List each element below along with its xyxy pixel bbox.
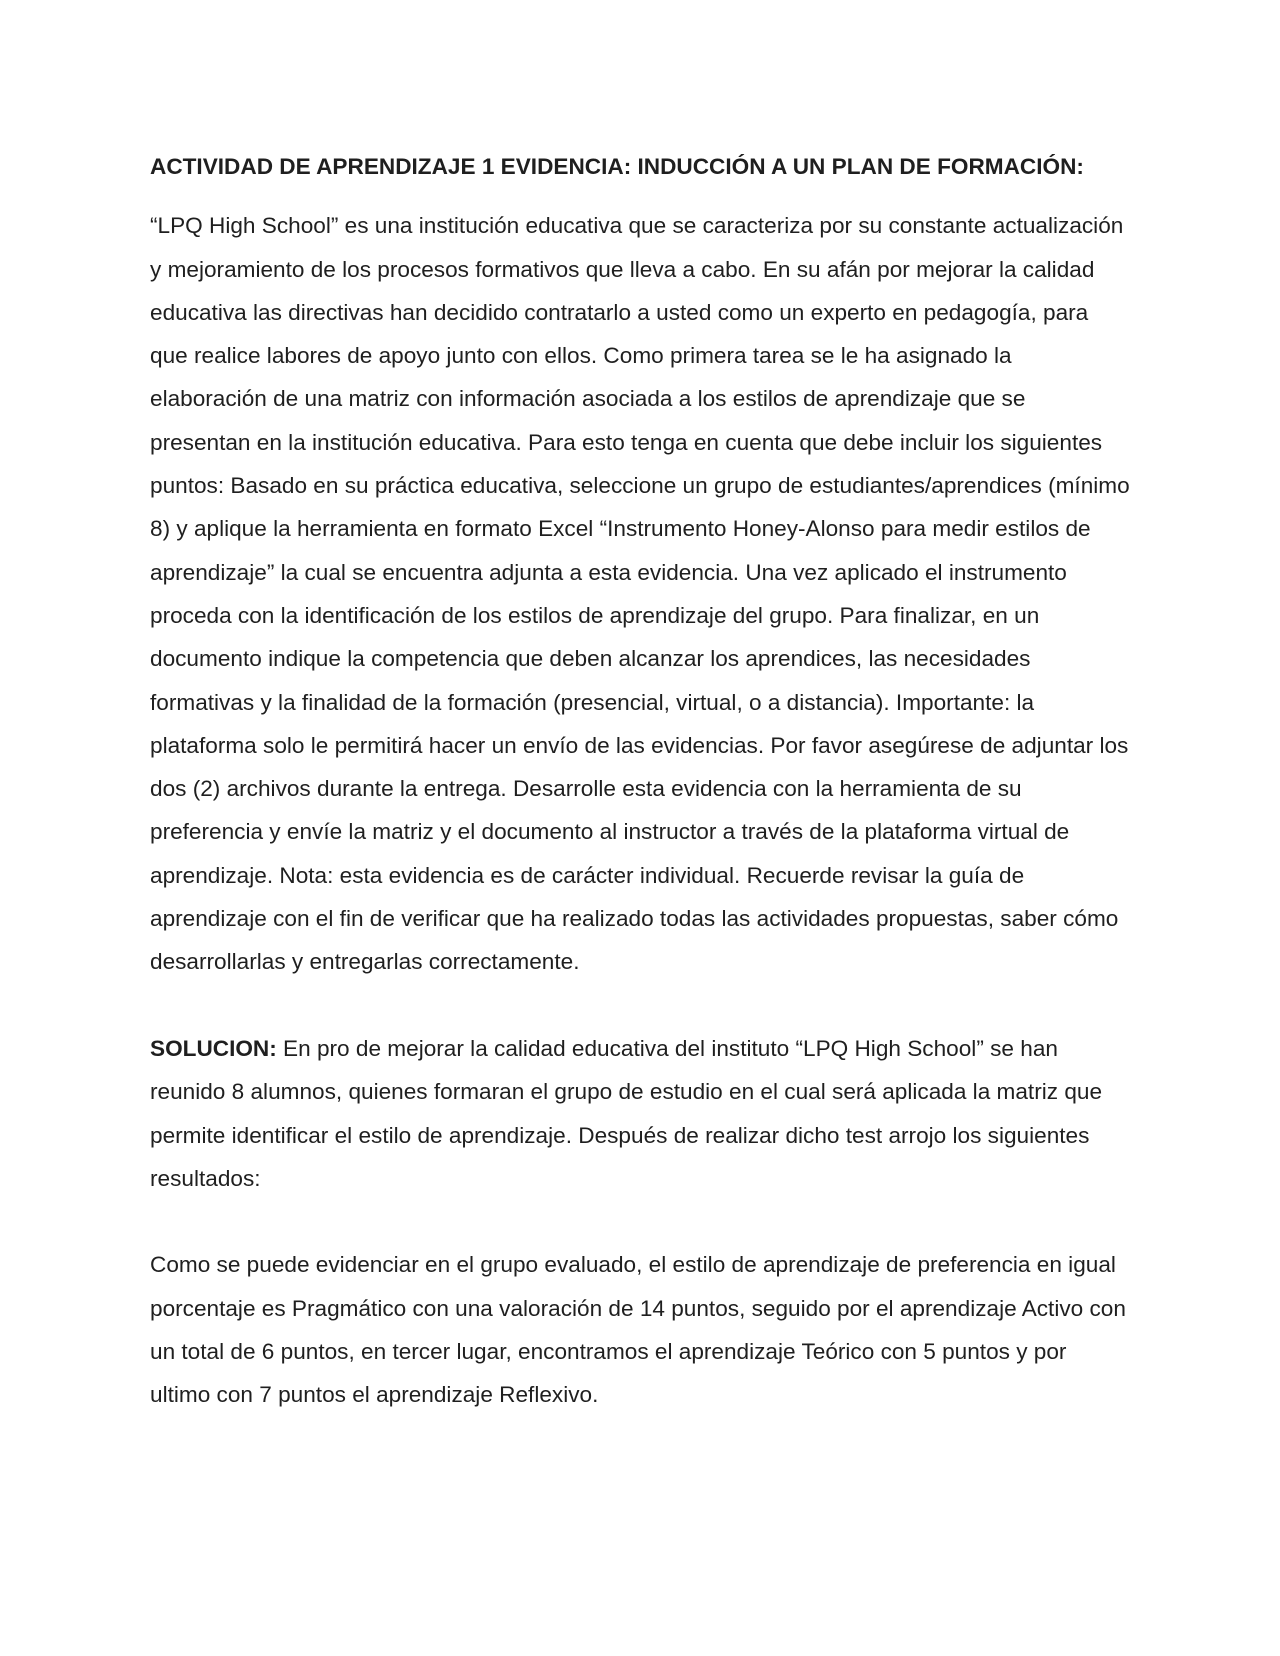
solution-paragraph <box>150 1027 1130 1200</box>
intro-paragraph: “LPQ High School” es una institución educativa que se caracteriza por su constante actualización y mejoramiento de los procesos formativos que lleva a cabo. En su afán por mejorar la calidad educativa las directivas han decidido contratarlo a usted como un experto en pedagogía, para que realice labores de apoyo junto con ellos. Como primera tarea se le ha asignado la elaboración de una matriz con información asociada a los estilos de aprendizaje que se presentan en la institución educativa. Para esto tenga en cuenta que debe incluir los siguientes puntos: Basado en su práctica educativa, seleccione un grupo de estudiantes/aprendices (mínimo 8) y aplique la herramienta en formato Excel “Instrumento Honey-Alonso para medir estilos de aprendizaje” la cual se encuentra adjunta a esta evidencia. Una vez aplicado el instrumento proceda con la identificación de los estilos de aprendizaje del grupo. Para finalizar, en un documento indique la competencia que deben alcanzar los aprendices, las necesidades formativas y la finalidad de la formación (presencial, virtual, o a distancia). Importante: la plataforma solo le permitirá hacer un envío de las evidencias. Por favor asegúrese de adjuntar los dos (2) archivos durante la entrega. Desarrolle esta evidencia con la herramienta de su preferencia y envíe la matriz y el documento al instructor a través de la plataforma virtual de aprendizaje. Nota: esta evidencia es de carácter individual. Recuerde revisar la guía de aprendizaje con el fin de verificar que ha realizado todas las actividades propuestas, saber cómo desarrollarlas y entregarlas correctamente. <box>150 213 1130 975</box>
solution-label: SOLUCION: <box>150 1035 277 1061</box>
conclusion-paragraph: Como se puede evidenciar en el grupo evaluado, el estilo de aprendizaje de preferencia en igual porcentaje es Pragmático con una valoración de 14 puntos, seguido por el aprendizaje Activo con un total de 6 puntos, en tercer lugar, encontramos el aprendizaje Teórico con 5 puntos y por ultimo con 7 puntos el aprendizaje Reflexivo. <box>150 1252 1126 1408</box>
document-title: ACTIVIDAD DE APRENDIZAJE 1 EVIDENCIA: INDUCCIÓN A UN PLAN DE FORMACIÓN: <box>150 154 1084 179</box>
solution-text: En pro de mejorar la calidad educativa del instituto “LPQ High School” se han reunido 8 alumnos, quienes formaran el grupo de estudio en el cual será aplicada la matriz que permite identificar el estilo de aprendizaje. Después de realizar dicho test arrojo los siguientes resultados: <box>150 1035 1103 1191</box>
document-page <box>150 145 1130 1417</box>
